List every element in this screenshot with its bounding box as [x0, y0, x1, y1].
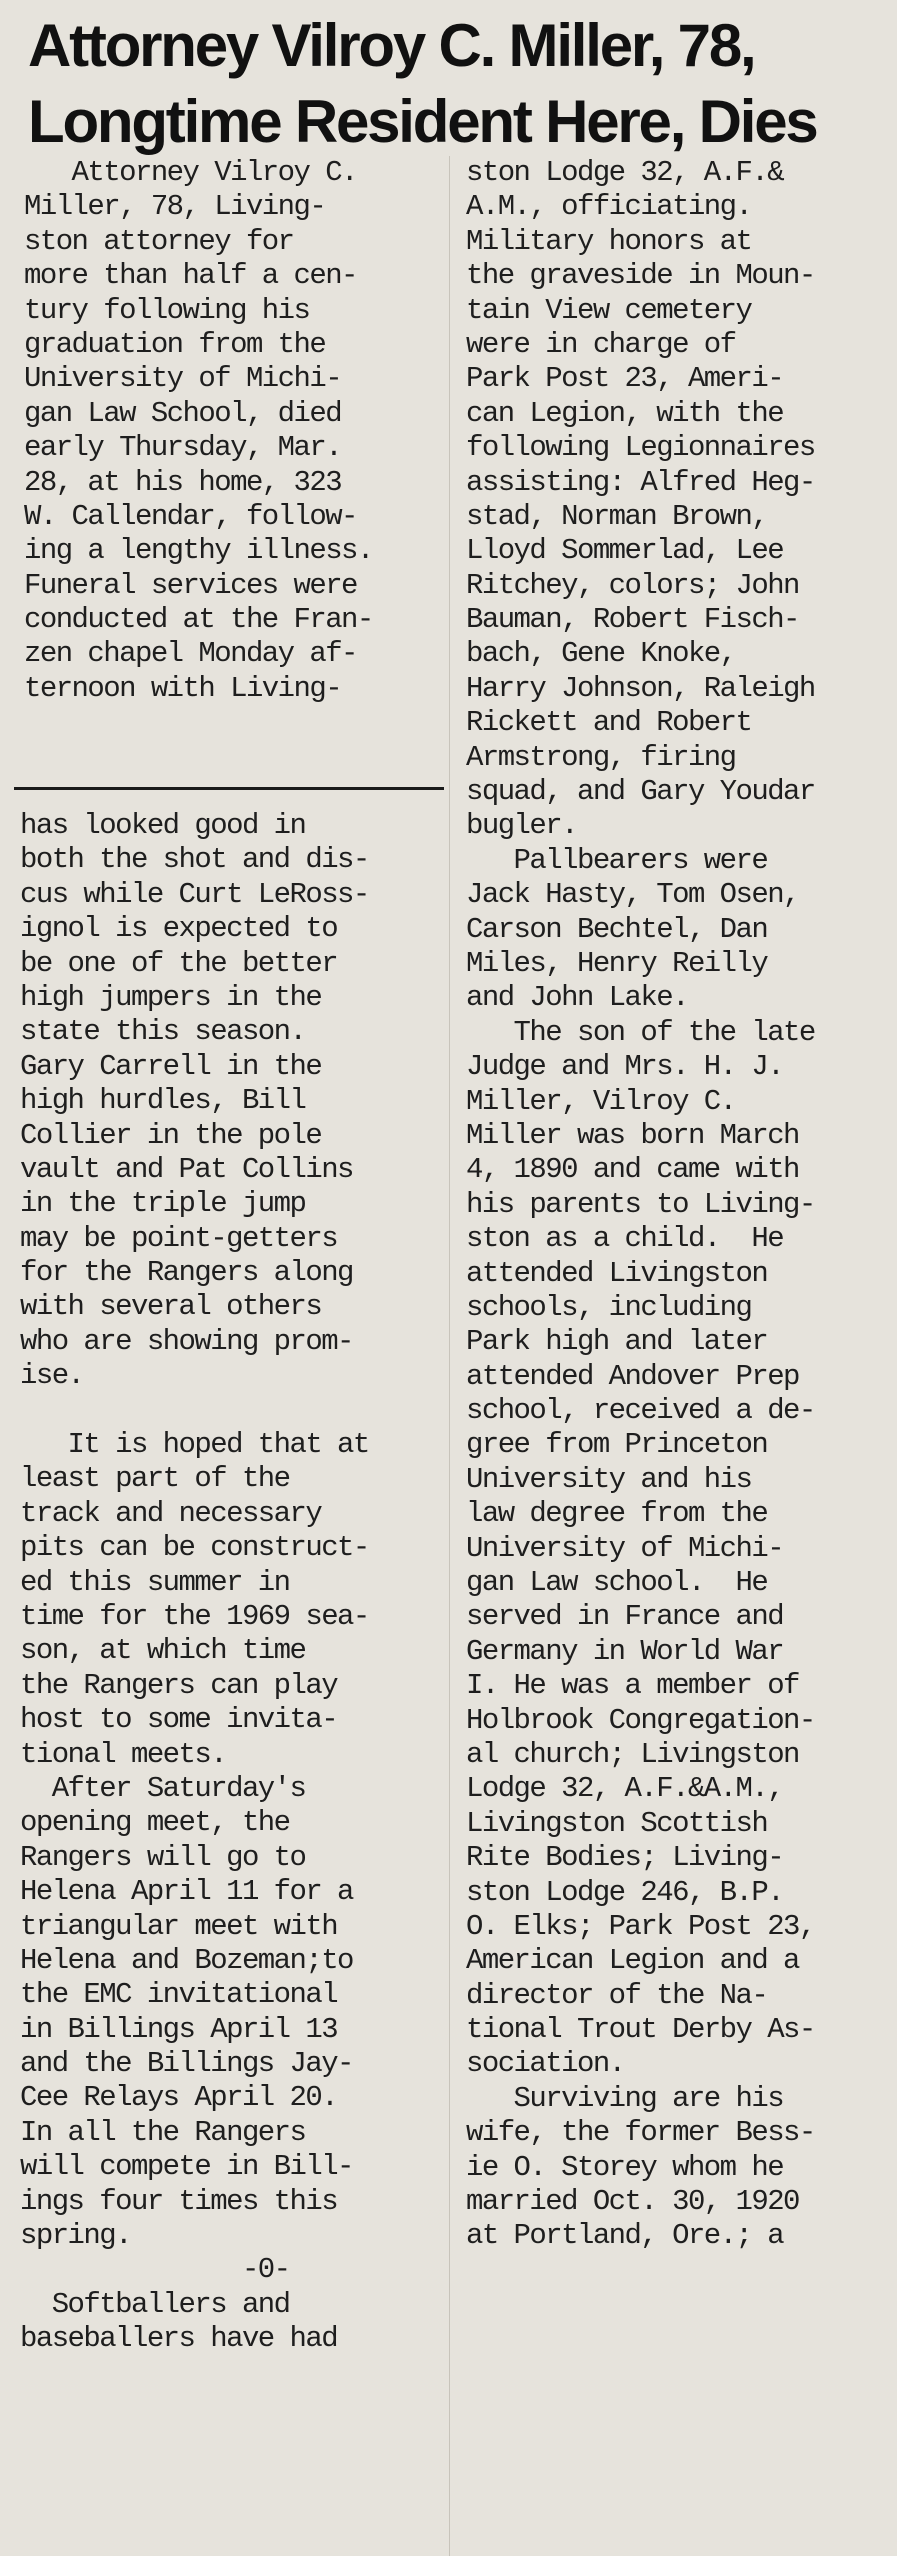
text-line: sociation.: [466, 2047, 625, 2081]
text-line: more than half a cen-: [24, 259, 357, 293]
text-line: 4, 1890 and came with: [466, 1153, 799, 1187]
text-line: Miles, Henry Reilly: [466, 946, 768, 980]
column-divider-rule: [14, 787, 444, 790]
text-line: attended Livingston: [466, 1256, 768, 1290]
text-line: 28, at his home, 323: [24, 465, 342, 499]
headline-line-1: Attorney Vilroy C. Miller, 78,: [28, 12, 755, 79]
text-line: and the Billings Jay-: [20, 2047, 353, 2081]
text-line: University of Michi-: [466, 1531, 784, 1565]
right-column-obituary: [466, 156, 815, 2254]
text-line: attended Andover Prep: [466, 1359, 799, 1393]
text-line: tain View cemetery: [466, 293, 752, 327]
text-line: American Legion and a: [466, 1944, 799, 1978]
text-line: Germany in World War: [466, 1634, 784, 1668]
text-line: can Legion, with the: [466, 396, 784, 430]
text-line: graduation from the: [24, 327, 326, 361]
text-line: Collier in the pole: [20, 1118, 322, 1152]
text-line: least part of the: [20, 1462, 290, 1496]
text-line: ise.: [20, 1359, 84, 1393]
column-gutter: [449, 156, 450, 2556]
text-line: in the triple jump: [20, 1187, 306, 1221]
text-line: schools, including: [466, 1290, 752, 1324]
text-line: ston attorney for: [24, 224, 294, 258]
text-line: Park Post 23, Ameri-: [466, 362, 784, 396]
text-line: gan Law School, died: [24, 396, 342, 430]
text-line: who are showing prom-: [20, 1324, 353, 1358]
text-line: ternoon with Living-: [24, 671, 342, 705]
text-line: Carson Bechtel, Dan: [466, 912, 768, 946]
text-line: ston Lodge 246, B.P.: [466, 1875, 784, 1909]
text-line: Surviving are his: [466, 2081, 784, 2115]
text-line: conducted at the Fran-: [24, 603, 373, 637]
text-line: Cee Relays April 20.: [20, 2081, 338, 2115]
text-line: O. Elks; Park Post 23,: [466, 1909, 815, 1943]
text-line: both the shot and dis-: [20, 843, 369, 877]
text-line: ignol is expected to: [20, 912, 338, 946]
text-line: Pallbearers were: [466, 843, 768, 877]
text-line: tury following his: [24, 293, 310, 327]
text-line: at Portland, Ore.; a: [466, 2219, 784, 2253]
text-line: Miller, Vilroy C.: [466, 1084, 736, 1118]
text-line: married Oct. 30, 1920: [466, 2185, 799, 2219]
text-line: squad, and Gary Youdar: [466, 775, 815, 809]
text-line: Ritchey, colors; John: [466, 568, 799, 602]
text-line: ing a lengthy illness.: [24, 534, 373, 568]
headline: [28, 8, 878, 160]
text-line: ston as a child. He: [466, 1222, 784, 1256]
text-line: high jumpers in the: [20, 980, 322, 1014]
text-line: law degree from the: [466, 1497, 768, 1531]
text-line: After Saturday's: [20, 1771, 306, 1805]
text-line: Harry Johnson, Raleigh: [466, 671, 815, 705]
text-line: high hurdles, Bill: [20, 1084, 306, 1118]
text-line: may be point-getters: [20, 1221, 338, 1255]
text-line: assisting: Alfred Heg-: [466, 465, 815, 499]
text-line: were in charge of: [466, 327, 736, 361]
text-line: wife, the former Bess-: [466, 2116, 815, 2150]
text-line: Rickett and Robert: [466, 706, 752, 740]
text-line: University of Michi-: [24, 362, 342, 396]
text-line: Miller, 78, Living-: [24, 190, 326, 224]
text-line: spring.: [20, 2219, 131, 2253]
text-line: Attorney Vilroy C.: [24, 156, 357, 189]
text-line: served in France and: [466, 1600, 784, 1634]
text-line: Bauman, Robert Fisch-: [466, 603, 799, 637]
text-line: tional Trout Derby As-: [466, 2013, 815, 2047]
text-line: Judge and Mrs. H. J.: [466, 1050, 784, 1084]
text-line: his parents to Living-: [466, 1187, 815, 1221]
text-line: the graveside in Moun-: [466, 259, 815, 293]
text-line: and John Lake.: [466, 981, 688, 1015]
text-line: ed this summer in: [20, 1565, 290, 1599]
left-column-sports: [20, 809, 369, 2357]
text-line: zen chapel Monday af-: [24, 637, 357, 671]
text-line: -0-: [20, 2253, 290, 2287]
text-line: cus while Curt LeRoss-: [20, 877, 369, 911]
text-line: Miller was born March: [466, 1118, 799, 1152]
text-line: be one of the better: [20, 946, 338, 980]
text-line: in Billings April 13: [20, 2012, 338, 2046]
text-line: track and necessary: [20, 1496, 322, 1530]
text-line: son, at which time: [20, 1634, 306, 1668]
text-line: opening meet, the: [20, 1806, 290, 1840]
text-line: time for the 1969 sea-: [20, 1599, 369, 1633]
text-line: W. Callendar, follow-: [24, 499, 357, 533]
text-line: Lloyd Sommerlad, Lee: [466, 534, 784, 568]
text-line: ston Lodge 32, A.F.&: [466, 156, 784, 189]
text-line: state this season.: [20, 1015, 306, 1049]
text-line: tional meets.: [20, 1737, 227, 1771]
text-line: al church; Livingston: [466, 1737, 799, 1771]
text-line: [20, 1394, 369, 1428]
text-line: the Rangers can play: [20, 1668, 338, 1702]
text-line: The son of the late: [466, 1015, 815, 1049]
text-line: ings four times this: [20, 2184, 338, 2218]
text-line: Park high and later: [466, 1325, 768, 1359]
text-line: following Legionnaires: [466, 431, 815, 465]
text-line: Jack Hasty, Tom Osen,: [466, 878, 799, 912]
text-line: director of the Na-: [466, 1978, 768, 2012]
headline-line-2: Longtime Resident Here, Dies: [28, 88, 817, 155]
text-line: Funeral services were: [24, 568, 357, 602]
text-line: baseballers have had: [20, 2322, 338, 2356]
text-line: triangular meet with: [20, 1909, 338, 1943]
text-line: with several others: [20, 1290, 322, 1324]
text-line: Helena April 11 for a: [20, 1875, 353, 1909]
text-line: ie O. Storey whom he: [466, 2150, 784, 2184]
text-line: will compete in Bill-: [20, 2150, 353, 2184]
text-line: early Thursday, Mar.: [24, 431, 342, 465]
text-line: Softballers and: [20, 2287, 290, 2321]
text-line: Rite Bodies; Living-: [466, 1841, 784, 1875]
text-line: Armstrong, firing: [466, 740, 736, 774]
text-line: It is hoped that at: [20, 1428, 369, 1462]
left-column-obituary: [24, 156, 373, 706]
text-line: Helena and Bozeman;to: [20, 1943, 353, 1977]
text-line: Rangers will go to: [20, 1840, 306, 1874]
text-line: vault and Pat Collins: [20, 1152, 353, 1186]
text-line: the EMC invitational: [20, 1978, 338, 2012]
text-line: Holbrook Congregation-: [466, 1703, 815, 1737]
text-line: has looked good in: [20, 809, 306, 842]
text-line: for the Rangers along: [20, 1256, 353, 1290]
text-line: host to some invita-: [20, 1703, 338, 1737]
text-line: pits can be construct-: [20, 1531, 369, 1565]
text-line: bugler.: [466, 809, 577, 843]
text-line: bach, Gene Knoke,: [466, 637, 736, 671]
text-line: gan Law school. He: [466, 1566, 768, 1600]
text-line: stad, Norman Brown,: [466, 499, 768, 533]
text-line: Livingston Scottish: [466, 1806, 768, 1840]
text-line: In all the Rangers: [20, 2115, 306, 2149]
text-line: gree from Princeton: [466, 1428, 768, 1462]
text-line: University and his: [466, 1462, 752, 1496]
text-line: Military honors at: [466, 224, 752, 258]
text-line: A.M., officiating.: [466, 190, 752, 224]
text-line: Gary Carrell in the: [20, 1049, 322, 1083]
text-line: I. He was a member of: [466, 1669, 799, 1703]
text-line: school, received a de-: [466, 1394, 815, 1428]
text-line: Lodge 32, A.F.&A.M.,: [466, 1772, 784, 1806]
